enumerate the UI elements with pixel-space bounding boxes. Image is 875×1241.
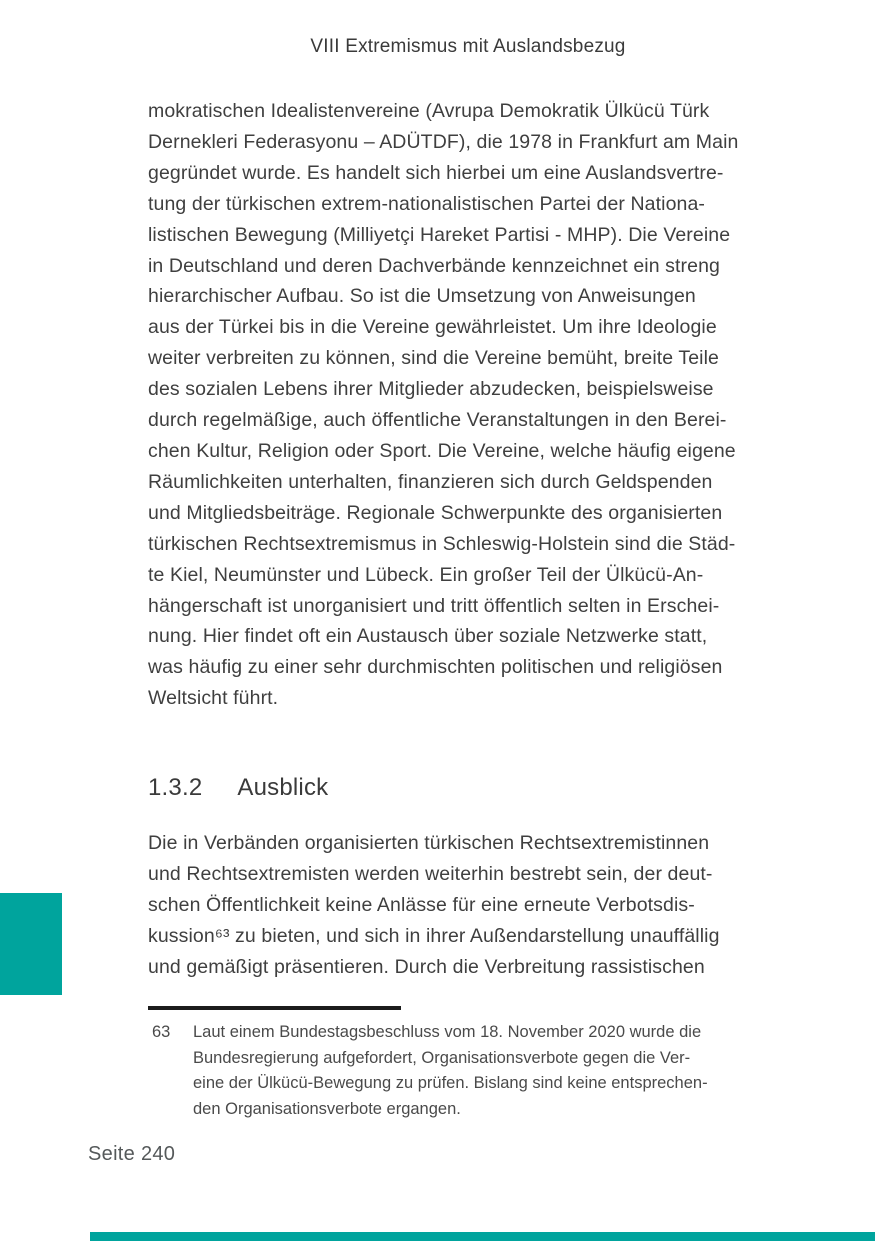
text-line: weiter verbreiten zu können, sind die Vereine bemüht, breite Teile <box>148 347 719 370</box>
text-line: durch regelmäßige, auch öffentliche Veranstaltungen in den Berei- <box>148 409 727 432</box>
text-line: Bundesregierung aufgefordert, Organisationsverbote gegen die Ver- <box>193 1048 691 1067</box>
text-line: und gemäßigt präsentieren. Durch die Verbreitung rassistischen <box>148 955 705 978</box>
text-line: listischen Bewegung (Milliyetçi Hareket Partisi - MHP). Die Vereine <box>148 223 731 246</box>
text-line: eine der Ülkücü-Bewegung zu prüfen. Bislang sind keine entsprechen- <box>193 1074 708 1092</box>
text-line: mokratischen Idealistenvereine (Avrupa Demokratik Ülkücü Türk <box>148 100 710 122</box>
paragraph-2 <box>148 828 796 983</box>
page-number: Seite 240 <box>88 1143 176 1165</box>
text-line: aus der Türkei bis in die Vereine gewährleistet. Um ihre Ideologie <box>148 316 717 339</box>
bottom-accent-bar <box>90 1232 875 1241</box>
chapter-tab-marker <box>0 893 62 995</box>
text-line: türkischen Rechtsextremismus in Schleswig-Holstein sind die Städ- <box>148 532 736 555</box>
text-line: chen Kultur, Religion oder Sport. Die Vereine, welche häufig eigene <box>148 439 736 462</box>
paragraph-1 <box>148 96 796 714</box>
footnote-separator-rule <box>148 1006 401 1010</box>
text-line: nung. Hier findet oft ein Austausch über soziale Netzwerke statt, <box>148 625 708 648</box>
text-line: hierarchischer Aufbau. So ist die Umsetzung von Anweisungen <box>148 285 696 308</box>
text-line: gegründet wurde. Es handelt sich hierbei um eine Auslandsvertre- <box>148 161 724 184</box>
page-header: VIII Extremismus mit Auslandsbezug <box>310 36 626 57</box>
text-line: schen Öffentlichkeit keine Anlässe für eine erneute Verbotsdis- <box>148 893 695 916</box>
text-line: und Rechtsextremisten werden weiterhin bestrebt sein, der deut- <box>148 862 713 885</box>
text-line: des sozialen Lebens ihrer Mitglieder abzudecken, beispielsweise <box>148 378 714 401</box>
footnote-number: 63 <box>152 1023 171 1041</box>
text-line: kussion⁶³ zu bieten, und sich in ihrer Außendarstellung unauffällig <box>148 924 720 947</box>
footnote-63 <box>152 1020 792 1122</box>
text-line: hängerschaft ist unorganisiert und tritt öffentlich selten in Erschei- <box>148 594 720 617</box>
text-line: te Kiel, Neumünster und Lübeck. Ein großer Teil der Ülkücü-An- <box>148 563 704 586</box>
text-line: Dernekleri Federasyonu – ADÜTDF), die 1978 in Frankfurt am Main <box>148 130 739 153</box>
footnote-text <box>193 1020 708 1122</box>
text-line: Weltsicht führt. <box>148 687 279 710</box>
text-line: den Organisationsverbote ergangen. <box>193 1099 461 1118</box>
text-line: und Mitgliedsbeiträge. Regionale Schwerpunkte des organisierten <box>148 501 723 524</box>
text-line: in Deutschland und deren Dachverbände kennzeichnet ein streng <box>148 254 720 277</box>
section-title: Ausblick <box>237 774 329 801</box>
text-line: tung der türkischen extrem-nationalistischen Partei der Nationa- <box>148 192 706 215</box>
text-line: Räumlichkeiten unterhalten, finanzieren sich durch Geldspenden <box>148 470 713 493</box>
text-line: Die in Verbänden organisierten türkischen Rechtsextremistinnen <box>148 832 710 854</box>
section-heading <box>148 774 328 802</box>
text-line: was häufig zu einer sehr durchmischten politischen und religiösen <box>148 656 723 679</box>
text-line: Laut einem Bundestagsbeschluss vom 18. November 2020 wurde die <box>193 1023 702 1041</box>
section-number: 1.3.2 <box>148 774 203 801</box>
